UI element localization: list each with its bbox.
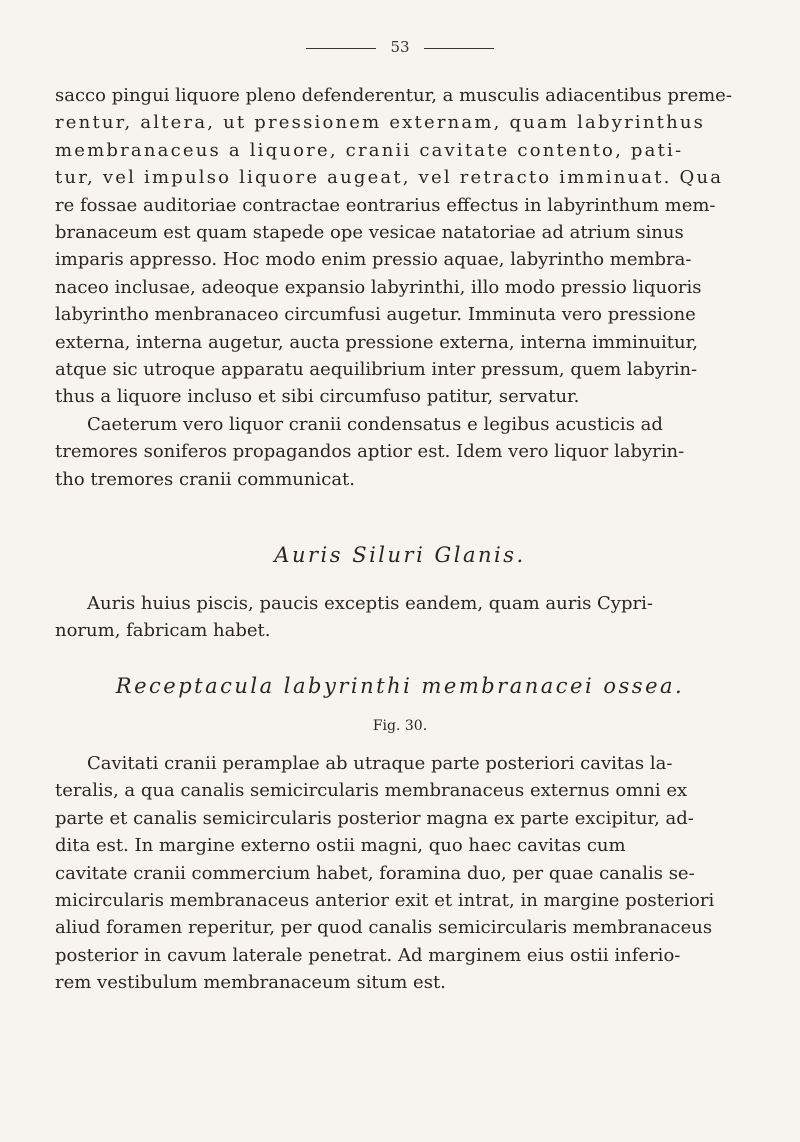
text-line: Auris huius piscis, paucis exceptis eandem, quam auris Cypri- [87,593,653,614]
text-line: atque sic utroque apparatu aequilibrium inter pressum, quem labyrin- [55,359,698,381]
section-title-auris: Auris Siluri Glanis. [274,543,526,567]
paragraph-cavitati [55,750,755,997]
text-line: Cavitati cranii peramplae ab utraque parte posteriori cavitas la- [87,753,673,774]
figure-label: Fig. 30. [372,718,428,734]
text-line: re fossae auditoriae contractae eontrarius effectus in labyrinthum mem- [55,194,716,216]
paragraph-auris [55,590,755,645]
header-rule-left [306,48,376,49]
text-line: teralis, a qua canalis semicircularis membranaceus externus omni ex [55,780,688,802]
text-line: rem vestibulum membranaceum situm est. [55,972,446,994]
text-line: norum, fabricam habet. [55,620,271,642]
text-line: imparis appresso. Hoc modo enim pressio aquae, labyrintho membra- [55,249,692,271]
text-line: tur, vel impulso liquore augeat, vel retracto imminuat. Qua [55,167,724,189]
page-header [0,38,800,56]
text-line: sacco pingui liquore pleno defenderentur, a musculis adiacentibus preme- [55,85,732,106]
section-title-receptacula: Receptacula labyrinthi membranacei ossea. [115,674,685,698]
text-line: branaceum est quam stapede ope vesicae natatoriae ad atrium sinus [55,222,684,244]
text-line: labyrintho menbranaceo circumfusi augetur. Imminuta vero pressione [55,304,696,326]
paragraph-continuation [55,82,755,411]
text-line: rentur, altera, ut pressionem externam, quam labyrinthus [55,112,706,134]
header-rule-right [424,48,494,49]
text-line: micircularis membranaceus anterior exit et intrat, in margine posteriori [55,890,715,912]
text-line: tremores soniferos propagandos aptior est. Idem vero liquor labyrin- [55,441,685,463]
text-line: externa, interna augetur, aucta pressione externa, interna imminuitur, [55,331,698,353]
text-line: parte et canalis semicircularis posterior magna ex parte excipitur, ad- [55,807,694,829]
text-line: aliud foramen reperitur, per quod canalis semicircularis membranaceus [55,917,713,939]
text-line: posterior in cavum laterale penetrat. Ad marginem eius ostii inferio- [55,944,681,966]
paragraph-caeterum [55,411,755,493]
text-line: Caeterum vero liquor cranii condensatus e legibus acusticis ad [87,414,663,435]
text-line: tho tremores cranii communicat. [55,468,356,490]
text-line: naceo inclusae, adeoque expansio labyrinthi, illo modo pressio liquoris [55,276,702,298]
text-line: membranaceus a liquore, cranii cavitate contento, pati- [55,139,684,161]
text-line: cavitate cranii commercium habet, foramina duo, per quae canalis se- [55,862,695,884]
text-line: dita est. In margine externo ostii magni, quo haec cavitas cum [55,835,626,857]
page-number: 53 [390,38,410,56]
text-line: thus a liquore incluso et sibi circumfuso patitur, servatur. [55,386,580,408]
